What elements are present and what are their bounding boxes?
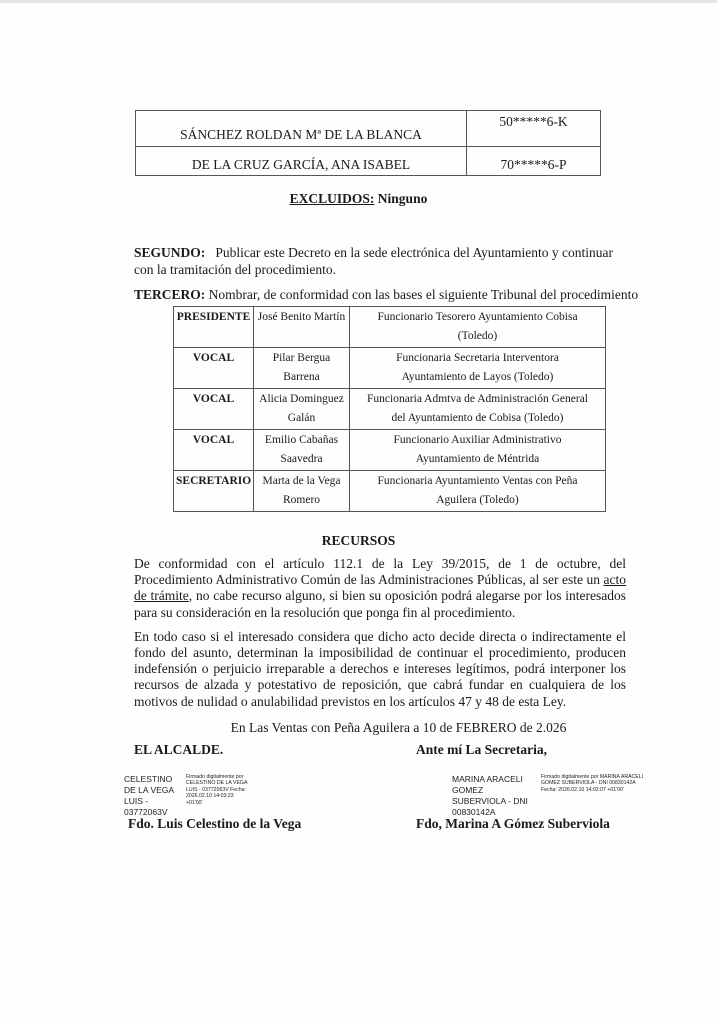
- tribunal-description: [350, 389, 606, 430]
- tribunal-description: [350, 348, 606, 389]
- desc-line: Funcionaria Admtva de Administración General: [367, 393, 588, 405]
- place-date-text: En Las Ventas con Peña Aguilera a 10 de FEBRERO de 2.026: [230, 719, 567, 735]
- alcalde-digital-signature-name: CELESTINO DE LA VEGA LUIS - 03772063V: [124, 773, 174, 817]
- signed-by-row: [0, 816, 717, 836]
- digital-signatures: [0, 774, 717, 816]
- alcalde-title: EL ALCALDE.: [134, 741, 224, 757]
- tercero-label: TERCERO:: [134, 287, 206, 302]
- desc-line: Ayuntamiento de Layos (Toledo): [401, 371, 554, 383]
- tribunal-description: [350, 307, 606, 348]
- segundo-paragraph: [134, 244, 626, 278]
- alcalde-digital-signature-detail: Firmado digitalmente por CELESTINO DE LA VEGA LUIS - 03772063V Fecha: 2026.02.10 14:03:23 +01'00': [186, 773, 248, 806]
- candidate-dni: 50*****6-K: [467, 111, 601, 147]
- table-row: [174, 389, 606, 430]
- tribunal-person: Emilio Cabañas Saavedra: [254, 430, 350, 471]
- recursos-text: , no cabe recurso alguno, si bien su oposición podrá alegarse por los interesados para su consideración en la resolución que ponga fin al procedimiento.: [134, 588, 626, 620]
- excluidos-line: [0, 190, 717, 207]
- table-row: [174, 430, 606, 471]
- tribunal-person: Alicia Dominguez Galán: [254, 389, 350, 430]
- recursos-text: De conformidad con el artículo 112.1 de la Ley 39/2015, de 1 de octubre, del Procedimiento Administrativo Común de las Administraciones Públicas, al ser este un: [134, 556, 626, 588]
- secretaria-digital-signature-detail: Firmado digitalmente por MARINA ARACELI GOMEZ SUBERVIOLA - DNI 00830142A Fecha: 2026.02.10 14:02:07 +01'00': [541, 773, 644, 793]
- desc-line: Aguilera (Toledo): [436, 494, 519, 506]
- table-row: [136, 111, 601, 147]
- place-date: [0, 719, 717, 736]
- excluidos-value: Ninguno: [377, 191, 428, 206]
- candidate-name: DE LA CRUZ GARCÍA, ANA ISABEL: [136, 147, 467, 176]
- excluidos-label: EXCLUIDOS:: [289, 191, 375, 206]
- signature-titles: [0, 742, 717, 762]
- admitted-candidates-table: [135, 110, 601, 176]
- secretaria-title: Ante mí La Secretaria,: [416, 741, 547, 757]
- tribunal-person: José Benito Martín: [254, 307, 350, 348]
- candidate-dni: 70*****6-P: [467, 147, 601, 176]
- tercero-text: Nombrar, de conformidad con las bases el siguiente Tribunal del procedimiento: [208, 287, 639, 302]
- tribunal-role: VOCAL: [174, 389, 254, 430]
- tribunal-person: Marta de la Vega Romero: [254, 471, 350, 512]
- tribunal-table: [173, 306, 606, 512]
- recursos-heading: RECURSOS: [321, 533, 396, 548]
- tribunal-role: PRESIDENTE: [174, 307, 254, 348]
- desc-line: (Toledo): [457, 330, 498, 342]
- desc-line: Funcionario Tesorero Ayuntamiento Cobisa: [377, 311, 578, 323]
- segundo-label: SEGUNDO:: [134, 245, 206, 260]
- desc-line: Funcionario Auxiliar Administrativo: [393, 434, 562, 446]
- candidate-name: SÁNCHEZ ROLDAN Mª DE LA BLANCA: [136, 111, 467, 147]
- table-row: [174, 348, 606, 389]
- desc-line: Funcionaria Ayuntamiento Ventas con Peña: [377, 475, 578, 487]
- alcalde-signed-by: Fdo. Luis Celestino de la Vega: [128, 815, 302, 831]
- secretaria-signed-by: Fdo, Marina A Gómez Suberviola: [416, 815, 610, 831]
- secretaria-digital-signature-name: MARINA ARACELI GOMEZ SUBERVIOLA - DNI 00830142A: [452, 773, 528, 817]
- table-row: [136, 147, 601, 176]
- recursos-paragraph-1: [134, 556, 626, 621]
- desc-line: del Ayuntamiento de Cobisa (Toledo): [391, 412, 564, 424]
- tribunal-description: [350, 430, 606, 471]
- tribunal-role: VOCAL: [174, 348, 254, 389]
- tribunal-role: VOCAL: [174, 430, 254, 471]
- tribunal-description: [350, 471, 606, 512]
- tribunal-person: Pilar Bergua Barrena: [254, 348, 350, 389]
- tribunal-role: SECRETARIO: [174, 471, 254, 512]
- tercero-paragraph: [134, 286, 639, 303]
- desc-line: Ayuntamiento de Méntrida: [415, 453, 540, 465]
- acto-de-tramite-text: acto de trámite: [134, 572, 626, 604]
- table-row: [174, 307, 606, 348]
- segundo-text: Publicar este Decreto en la sede electrónica del Ayuntamiento y continuar con la tramitación del procedimiento.: [134, 245, 613, 277]
- table-row: [174, 471, 606, 512]
- document-body: [0, 190, 717, 836]
- recursos-paragraph-2: En todo caso si el interesado considera que dicho acto decide directa o indirectamente el fondo del asunto, determinan la imposibilidad de continuar el procedimiento, producen indefensión o perjuicio irreparable a derechos e intereses legítimos, podrá interponer los recursos de alzada y potestativo de reposición, que cabrá fundar en cualquiera de los motivos de nulidad o anulabilidad previstos en los artículos 47 y 48 de esta Ley.: [134, 628, 626, 709]
- desc-line: Funcionaria Secretaria Interventora: [396, 352, 559, 364]
